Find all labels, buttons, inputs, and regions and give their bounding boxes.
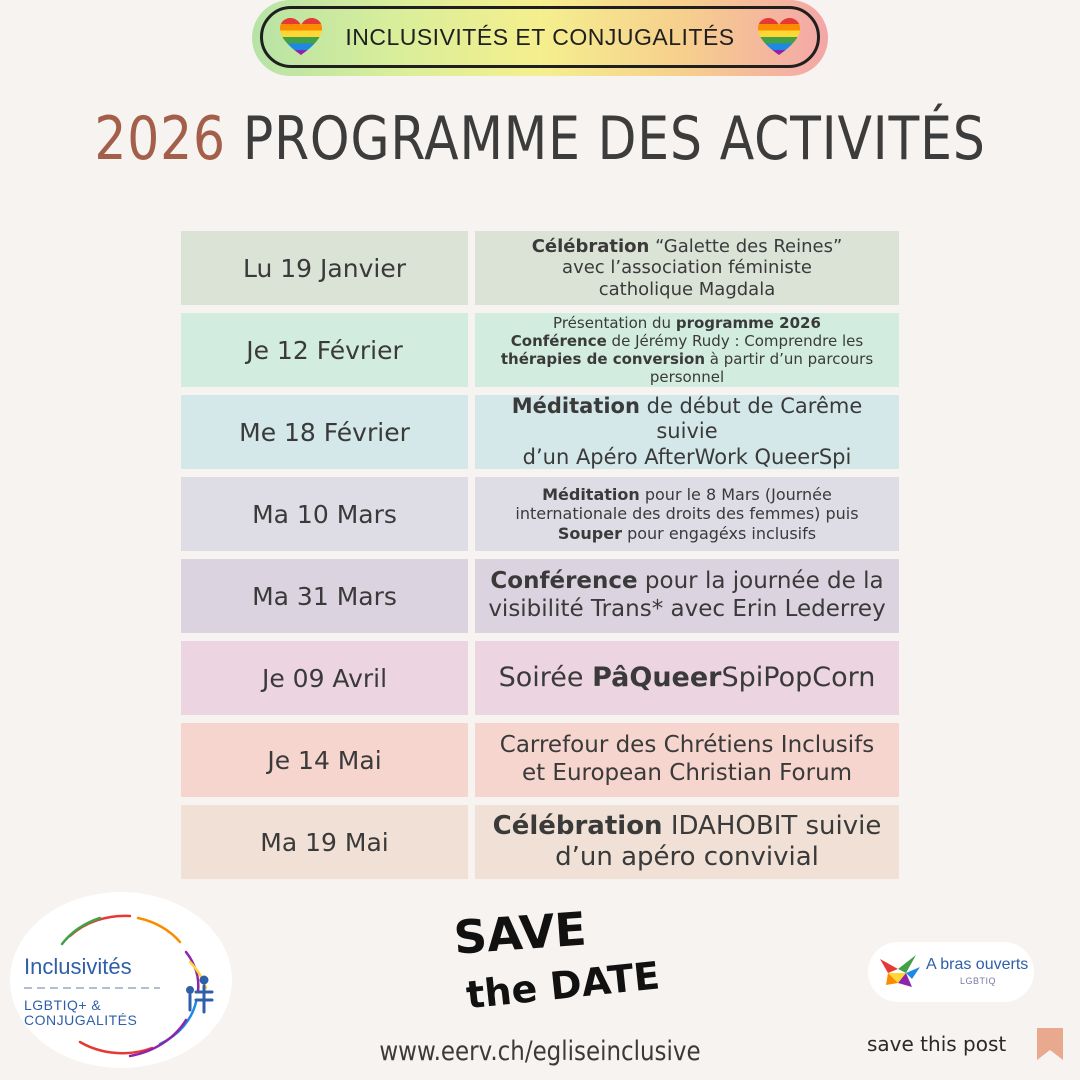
event-description [475,641,899,715]
event-description [475,723,899,797]
event-description-line [488,596,885,624]
event-keyword: Méditation [542,485,640,505]
table-row [181,641,899,715]
event-date: Ma 31 Mars [181,559,468,633]
event-text: Présentation du [553,314,676,332]
the-date-text: the DATE [464,953,662,1018]
event-text: personnel [649,368,725,386]
table-row [181,559,899,633]
event-text: avec l’association féministe [562,257,812,279]
table-row [181,313,899,387]
event-description-line [501,368,873,386]
save-text: SAVE [451,901,589,965]
event-text: à partir d’un parcours [705,350,874,368]
save-the-date-graphic [448,898,662,1018]
bookmark-icon[interactable] [1037,1028,1063,1060]
event-description [475,477,899,551]
event-text: et European Christian Forum [521,760,853,786]
event-description [475,805,899,879]
event-keyword: PâQueer [592,661,722,693]
event-date: Lu 19 Janvier [181,231,468,305]
event-text: visibilité Trans* avec Erin Lederrey [488,596,886,622]
event-description [475,231,899,305]
event-description-line [500,732,874,760]
event-description-line [479,445,895,470]
event-text: Soirée [498,661,593,693]
event-text: Carrefour des Chrétiens Inclusifs [499,732,875,759]
event-description-line [532,279,843,301]
event-description-line [532,236,843,258]
inclusivites-logo-sub2: CONJUGALITÉS [24,1012,138,1029]
event-date: Me 18 Février [181,395,468,469]
event-text: de Jérémy Rudy : Comprendre les [606,332,864,350]
a-bras-ouverts-title: A bras ouverts [926,956,1029,973]
event-text: d’un Apéro AfterWork QueerSpi [522,444,852,469]
event-text: d’un apéro convivial [555,842,819,872]
page-title [86,104,993,174]
event-description [475,395,899,469]
inclusivites-logo-sub1: LGBTIQ+ & [24,997,102,1013]
event-description-line [488,568,885,596]
event-text: internationale des droits des femmes) puis [515,504,859,524]
event-date: Ma 19 Mai [181,805,468,879]
event-description-line [515,504,858,523]
page-title-text: PROGRAMME DES ACTIVITÉS [242,104,986,174]
event-description-line [501,350,873,368]
event-text: SpiPopCorn [721,661,876,693]
title-banner [252,0,828,76]
event-keyword: Conférence [510,332,607,350]
event-keyword: Souper [557,523,622,543]
table-row [181,805,899,879]
origami-bird-icon [876,947,926,997]
banner-title: INCLUSIVITÉS ET CONJUGALITÉS [345,23,735,50]
event-date: Je 09 Avril [181,641,468,715]
event-text: catholique Magdala [598,278,776,300]
event-description-line [532,257,843,279]
event-keyword: Célébration [492,810,663,841]
event-description-line [501,332,873,350]
event-keyword: thérapies de conversion [500,350,705,368]
event-keyword: Célébration [531,235,650,257]
table-row [181,477,899,551]
table-row [181,723,899,797]
event-text: de début de Carême suivie [639,394,863,444]
inclusivites-logo-subtitle [24,998,137,1029]
event-keyword: Conférence [490,568,638,595]
event-description-line [501,314,873,332]
event-description [475,313,899,387]
table-row [181,231,899,305]
title-banner-frame [260,6,820,68]
event-date: Ma 10 Mars [181,477,468,551]
event-text: IDAHOBIT suivie [662,810,882,841]
event-keyword: programme 2026 [675,314,821,332]
rainbow-heart-icon [757,17,801,57]
event-text: pour la journée de la [637,568,884,595]
event-text: pour engagéxs inclusifs [621,523,817,543]
event-description [475,559,899,633]
event-description-line [499,662,876,694]
rainbow-heart-icon [279,17,323,57]
event-text: “Galette des Reines” [649,235,843,257]
event-description-line [515,524,858,543]
a-bras-ouverts-subtitle: LGBTIQ [960,976,997,986]
event-description-line [479,394,895,444]
inclusivites-logo-title: Inclusivités [24,954,132,979]
event-keyword: Méditation [511,394,640,419]
event-text: pour le 8 Mars (Journée [639,485,832,505]
event-description-line [500,760,874,788]
event-description-line [515,485,858,504]
event-date: Je 14 Mai [181,723,468,797]
event-description-line [493,842,882,873]
event-description-line [493,811,882,842]
website-url[interactable]: www.eerv.ch/egliseinclusive [379,1036,701,1067]
table-row [181,395,899,469]
page-title-year: 2026 [94,104,226,174]
a-bras-ouverts-logo [868,942,1034,1002]
save-post-label: save this post [867,1032,1007,1056]
event-date: Je 12 Février [181,313,468,387]
